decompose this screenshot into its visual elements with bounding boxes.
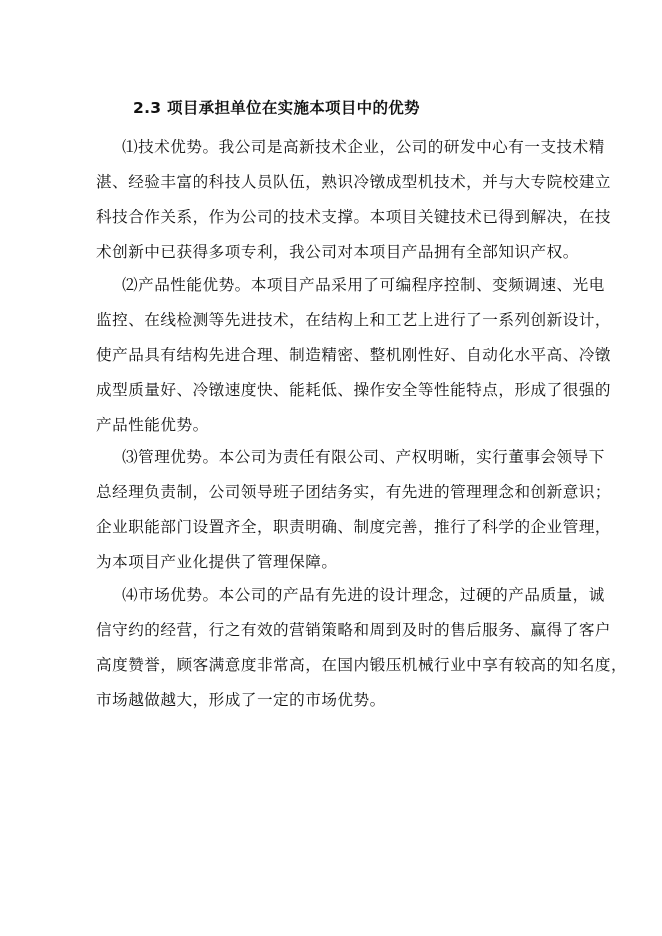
paragraph-line: 产品性能优势。 <box>96 416 209 434</box>
paragraph-line: ⑶管理优势。本公司为责任有限公司、产权明晰，实行董事会领导下 <box>122 448 605 466</box>
paragraph-line: 成型质量好、冷镦速度快、能耗低、操作安全等性能特点，形成了很强的 <box>96 381 612 399</box>
paragraph-line: ⑷市场优势。本公司的产品有先进的设计理念，过硬的产品质量，诚 <box>122 586 605 604</box>
paragraph-line: 为本项目产业化提供了管理保障。 <box>96 553 338 571</box>
paragraph-line: 术创新中已获得多项专利，我公司对本项目产品拥有全部知识产权。 <box>96 243 579 261</box>
paragraph-technology <box>96 130 612 270</box>
paragraph-line: ⑵产品性能优势。本项目产品采用了可编程序控制、变频调速、光电 <box>122 276 605 294</box>
paragraph-market <box>96 578 628 718</box>
paragraph-line: 科技合作关系，作为公司的技术支撑。本项目关键技术已得到解决，在技 <box>96 208 612 226</box>
paragraph-line: 总经理负责制，公司领导班子团结务实，有先进的管理理念和创新意识； <box>96 483 612 501</box>
paragraph-line: 市场越做越大，形成了一定的市场优势。 <box>96 691 386 709</box>
paragraph-line: 信守约的经营，行之有效的营销策略和周到及时的售后服务、赢得了客户 <box>96 621 612 639</box>
paragraph-line: 企业职能部门设置齐全，职责明确、制度完善，推行了科学的企业管理， <box>96 518 612 536</box>
paragraph-line: ⑴技术优势。我公司是高新技术企业，公司的研发中心有一支技术精 <box>122 138 605 156</box>
paragraph-line: 湛、经验丰富的科技人员队伍，熟识冷镦成型机技术，并与大专院校建立 <box>96 173 612 191</box>
paragraph-line: 高度赞誉，顾客满意度非常高，在国内锻压机械行业中享有较高的知名度， <box>96 656 628 674</box>
paragraph-management <box>96 440 612 580</box>
paragraph-product-performance <box>96 268 612 443</box>
paragraph-line: 使产品具有结构先进合理、制造精密、整机刚性好、自动化水平高、冷镦 <box>96 346 612 364</box>
section-heading: 2.3 项目承担单位在实施本项目中的优势 <box>133 99 420 117</box>
paragraph-line: 监控、在线检测等先进技术，在结构上和工艺上进行了一系列创新设计， <box>96 311 612 329</box>
